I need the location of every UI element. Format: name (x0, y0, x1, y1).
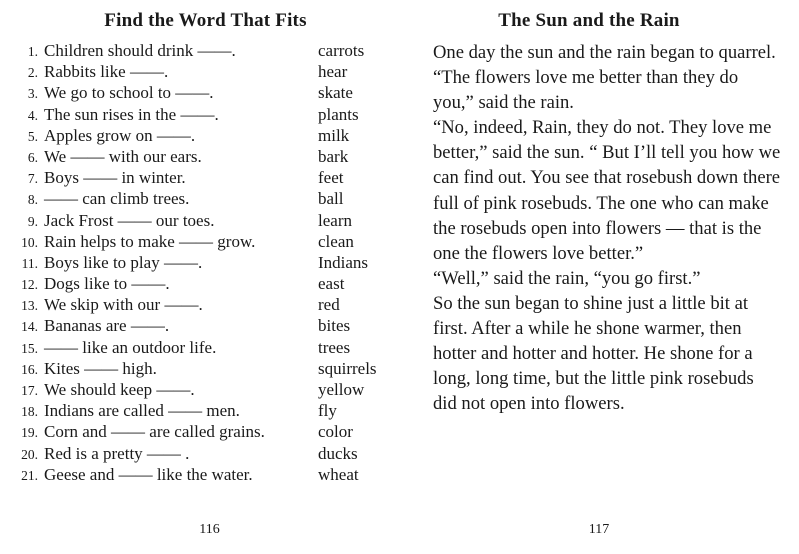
right-page (399, 0, 799, 554)
word-choice: squirrels (318, 358, 377, 378)
list-item (12, 147, 399, 168)
word-choice: clean (318, 231, 354, 251)
item-number: 11. (21, 255, 38, 271)
paragraph: So the sun began to shine just a little bit at first. After a while he shone warmer, then hotter and hotter and hotter. He shone for a long, long time, but the little pink rosebuds did not open into flowers. (433, 292, 754, 415)
word-choice: yellow (318, 380, 365, 399)
list-item (12, 126, 399, 147)
word-choice: skate (318, 83, 353, 103)
word-choice: color (318, 422, 353, 442)
item-sentence: Apples grow on ——. (44, 125, 196, 145)
list-item (12, 253, 399, 274)
word-choice: east (318, 274, 345, 294)
item-sentence: Rain helps to make —— grow. (44, 231, 256, 251)
item-sentence: We go to school to ——. (44, 83, 214, 103)
item-number: 5. (27, 128, 38, 144)
item-number: 3. (27, 86, 38, 102)
item-number: 7. (27, 171, 38, 187)
paragraph: “No, indeed, Rain, they do not. They love me better,” said the sun. “ But I’ll tell you how we can find out. You see that rosebush down there full of pink rosebuds. The one who can make the rosebuds open into flowers — that is the one the flowers love better.” (433, 117, 781, 264)
paragraph: “Well,” said the rain, “you go first.” (433, 267, 701, 289)
word-choice: learn (318, 210, 352, 230)
item-sentence: Geese and —— like the water. (44, 464, 253, 484)
word-choice: milk (318, 125, 350, 145)
list-item (12, 105, 399, 126)
story-body (407, 40, 781, 416)
word-choice: ball (318, 189, 344, 209)
item-number: 19. (21, 425, 38, 441)
list-item (12, 232, 399, 253)
item-sentence: Boys —— in winter. (44, 168, 186, 188)
page-number-left: 116 (199, 522, 220, 537)
list-item (12, 274, 399, 295)
item-sentence: Dogs like to ——. (44, 274, 170, 294)
list-item (12, 422, 399, 443)
item-number: 12. (21, 277, 38, 293)
item-sentence: —— like an outdoor life. (44, 337, 217, 357)
item-sentence: Rabbits like ——. (44, 62, 169, 82)
list-item (12, 380, 399, 401)
page-number-right: 117 (588, 522, 610, 537)
item-sentence: Jack Frost —— our toes. (44, 210, 215, 230)
item-number: 1. (27, 44, 38, 59)
list-item (12, 62, 399, 83)
paragraph: One day the sun and the rain began to quarrel. (433, 42, 776, 63)
item-number: 9. (27, 213, 38, 229)
item-number: 14. (21, 319, 38, 335)
item-sentence: Corn and —— are called grains. (44, 422, 265, 442)
item-sentence: Boys like to play ——. (44, 252, 203, 272)
item-number: 15. (21, 340, 38, 356)
list-item (12, 444, 399, 465)
item-sentence: Kites —— high. (44, 358, 157, 378)
list-item (12, 41, 399, 62)
item-number: 13. (21, 298, 38, 314)
exercise-list (12, 41, 399, 486)
item-number: 16. (21, 361, 38, 377)
item-number: 2. (27, 65, 38, 81)
word-choice: carrots (318, 41, 365, 60)
item-number: 21. (21, 467, 38, 483)
list-item (12, 401, 399, 422)
item-number: 17. (21, 383, 38, 398)
item-number: 18. (21, 404, 38, 420)
paragraph: “The flowers love me better than they do you,” said the rain. (433, 67, 739, 114)
list-item (12, 465, 399, 486)
left-page (0, 0, 399, 554)
word-choice: wheat (318, 464, 359, 484)
item-sentence: We —— with our ears. (44, 146, 202, 166)
item-sentence: —— can climb trees. (44, 189, 190, 209)
item-sentence: Indians are called —— men. (44, 401, 240, 421)
item-number: 20. (21, 446, 38, 462)
list-item (12, 189, 399, 210)
item-number: 6. (27, 149, 38, 165)
item-sentence: Red is a pretty —— . (44, 443, 190, 463)
list-item (12, 211, 399, 232)
word-choice: trees (318, 337, 351, 357)
page-title-left: Find the Word That Fits (104, 10, 307, 31)
word-choice: bites (318, 316, 351, 336)
page-title-right: The Sun and the Rain (498, 10, 680, 31)
word-choice: hear (318, 62, 348, 82)
list-item (12, 338, 399, 359)
word-choice: Indians (318, 252, 369, 272)
list-item (12, 83, 399, 104)
item-sentence: The sun rises in the ——. (44, 104, 219, 124)
word-choice: bark (318, 146, 349, 166)
word-choice: feet (318, 168, 344, 188)
item-sentence: Bananas are ——. (44, 316, 170, 336)
word-choice: fly (318, 401, 337, 421)
list-item (12, 316, 399, 337)
item-number: 8. (27, 192, 38, 208)
item-sentence: Children should drink ——. (44, 41, 236, 60)
word-choice: red (318, 295, 340, 315)
item-sentence: We should keep ——. (44, 380, 195, 399)
list-item (12, 168, 399, 189)
item-number: 10. (21, 234, 38, 250)
word-choice: plants (318, 104, 359, 124)
list-item (12, 359, 399, 380)
list-item (12, 295, 399, 316)
word-choice: ducks (318, 443, 358, 463)
item-sentence: We skip with our ——. (44, 295, 203, 315)
item-number: 4. (27, 107, 38, 123)
